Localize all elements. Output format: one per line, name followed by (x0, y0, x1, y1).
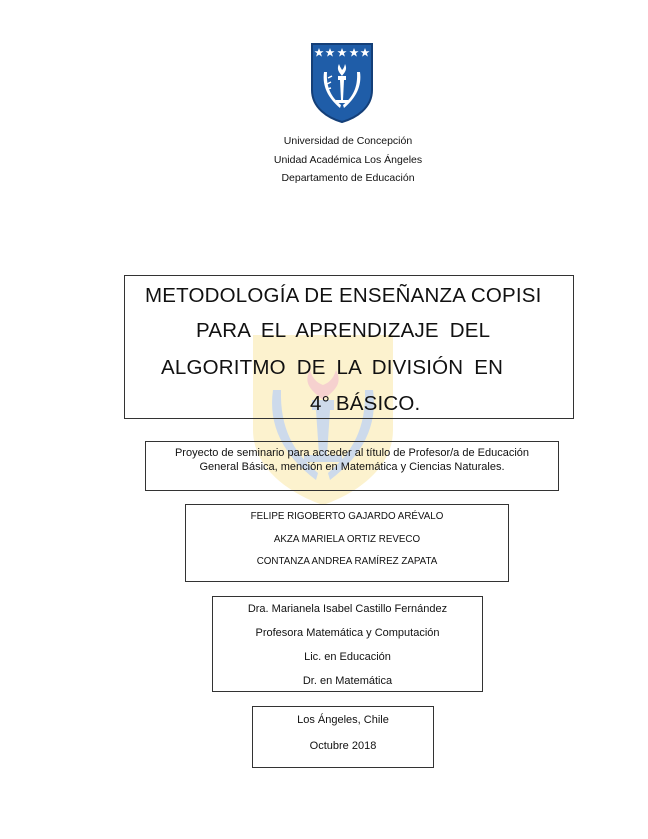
advisor-degree: Lic. en Educación (304, 651, 391, 663)
advisor-box (212, 596, 483, 692)
authors-box (185, 504, 509, 582)
place-date-box (252, 706, 434, 768)
author-name: CONTANZA ANDREA RAMÍREZ ZAPATA (256, 556, 438, 567)
author-name: AKZA MARIELA ORTIZ REVECO (273, 533, 421, 545)
title-line-3: ALGORITMO DE LA DIVISIÓN EN (161, 356, 504, 379)
title-line-1: METODOLOGÍA DE ENSEÑANZA COPISI (145, 284, 542, 307)
advisor-title: Profesora Matemática y Computación (255, 627, 440, 639)
academic-unit: Unidad Académica Los Ángeles (273, 153, 423, 166)
title-line-4: 4° BÁSICO. (310, 392, 421, 415)
date: Octubre 2018 (309, 740, 377, 752)
department: Departamento de Educación (281, 172, 415, 184)
project-line-1: Proyecto de seminario para acceder al título de Profesor/a de Educación (174, 447, 530, 459)
university-crest-icon (310, 42, 374, 124)
title-line-2: PARA EL APRENDIZAJE DEL (196, 319, 491, 342)
advisor-name: Dra. Marianela Isabel Castillo Fernández (247, 603, 448, 615)
author-name: FELIPE RIGOBERTO GAJARDO ARÉVALO (250, 511, 444, 522)
project-line-2: General Básica, mención en Matemática y Ciencias Naturales. (199, 460, 505, 473)
university-name: Universidad de Concepción (283, 135, 413, 147)
project-description-box (145, 441, 559, 491)
title-box (124, 275, 574, 419)
advisor-degree: Dr. en Matemática (302, 675, 393, 687)
place: Los Ángeles, Chile (297, 714, 389, 726)
institution-block (0, 132, 648, 188)
